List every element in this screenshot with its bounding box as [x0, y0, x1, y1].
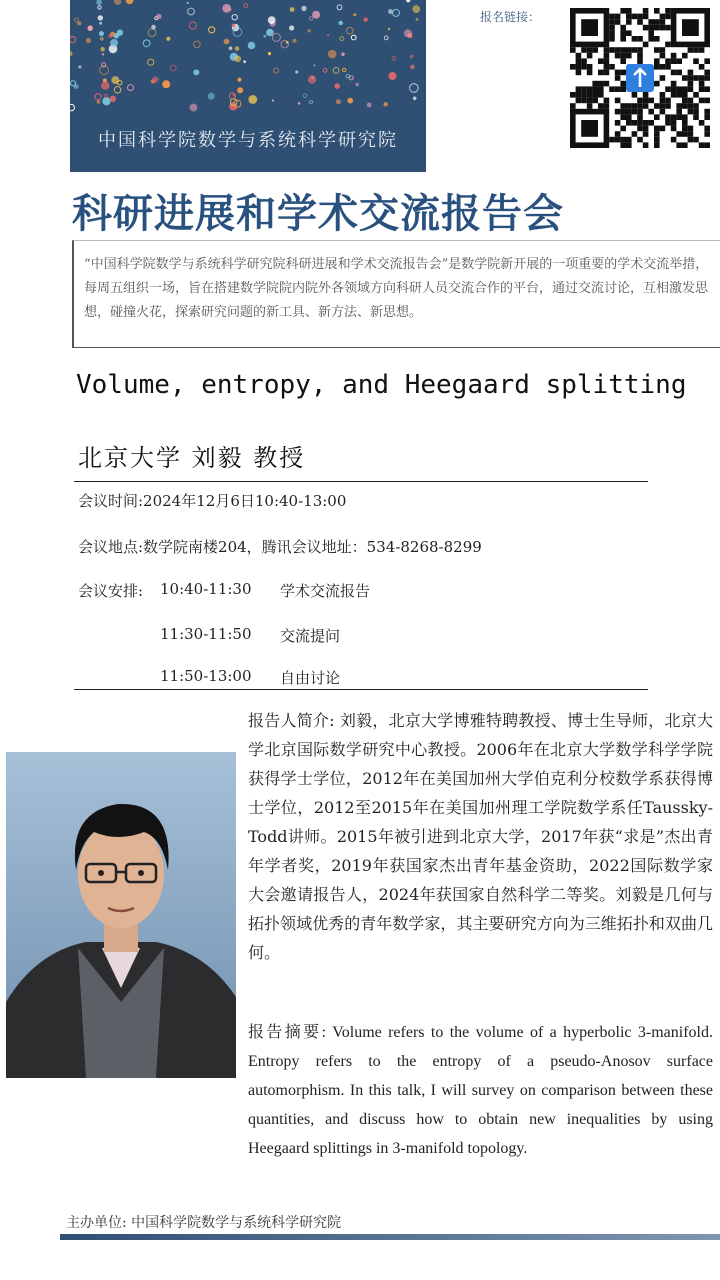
talk-abstract: 报告摘要: Volume refers to the volume of a hyperbolic 3-manifold. Entropy refers to the entropy of a pseudo-Anosov surface automorphism. In this talk, I will survey on comparison between these quantities, and discuss how to obtain new inequalities by using Heegaard splittings in 3-manifold topology. — [248, 1024, 713, 1157]
intro-box — [72, 240, 720, 348]
meeting-location: 会议地点:数学院南楼204，腾讯会议地址：534-8268-8299 — [78, 538, 482, 556]
organizer-label: 主办单位: 中国科学院数学与系统科学研究院 — [66, 1215, 342, 1231]
registration-label: 报名链接： — [480, 10, 541, 24]
schedule-label: 会议安排: — [78, 582, 144, 600]
schedule-item-1: 学术交流报告 — [280, 582, 371, 600]
speaker-name: 北京大学 刘毅 教授 — [78, 444, 306, 472]
qr-code-icon[interactable] — [570, 8, 710, 148]
footer-bar — [60, 1234, 720, 1240]
intro-text: “中国科学院数学与系统科学研究院科研进展和学术交流报告会”是数学院新开展的一项重要的学术交流举措，每周五组织一场，旨在搭建数学院院内院外各领域方向科研人员交流合作的平台，通过交流讨论，互相激发思想，碰撞火花，探索研究问题的新工具、新方法、新思想。 — [84, 257, 709, 320]
schedule-item-3: 自由讨论 — [280, 669, 341, 687]
speaker-photo — [6, 752, 236, 1078]
schedule-time-1: 10:40-11:30 — [160, 580, 252, 598]
talk-title: Volume, entropy, and Heegaard splitting — [76, 370, 687, 400]
schedule-time-2: 11:30-11:50 — [160, 625, 252, 643]
meeting-time: 会议时间:2024年12月6日10:40-13:00 — [78, 492, 347, 510]
schedule-time-3: 11:50-13:00 — [160, 667, 252, 685]
banner-institute-name: 中国科学院数学与系统科学研究院 — [98, 130, 398, 151]
header-banner — [70, 0, 426, 172]
speaker-bio: 报告人简介: 刘毅，北京大学博雅特聘教授、博士生导师，北京大学北京国际数学研究中心教授。2006年在北京大学数学科学学院获得学士学位，2012年在美国加州大学伯克利分校数学系获得博士学位，2012至2015年在美国加州理工学院数学系任Taussky-Todd讲师。2015年被引进到北京大学，2017年获“求是”杰出青年学者奖，2019年获国家杰出青年基金资助，2022国际数学家大会邀请报告人，2024年获国家自然科学二等奖。刘毅是几何与拓扑领域优秀的青年数学家，其主要研究方向为三维拓扑和双曲几何。 — [248, 711, 713, 962]
page-title: 科研进展和学术交流报告会 — [72, 191, 564, 237]
divider-bottom — [74, 689, 648, 690]
schedule-item-2: 交流提问 — [280, 627, 341, 645]
divider-top — [74, 481, 648, 482]
